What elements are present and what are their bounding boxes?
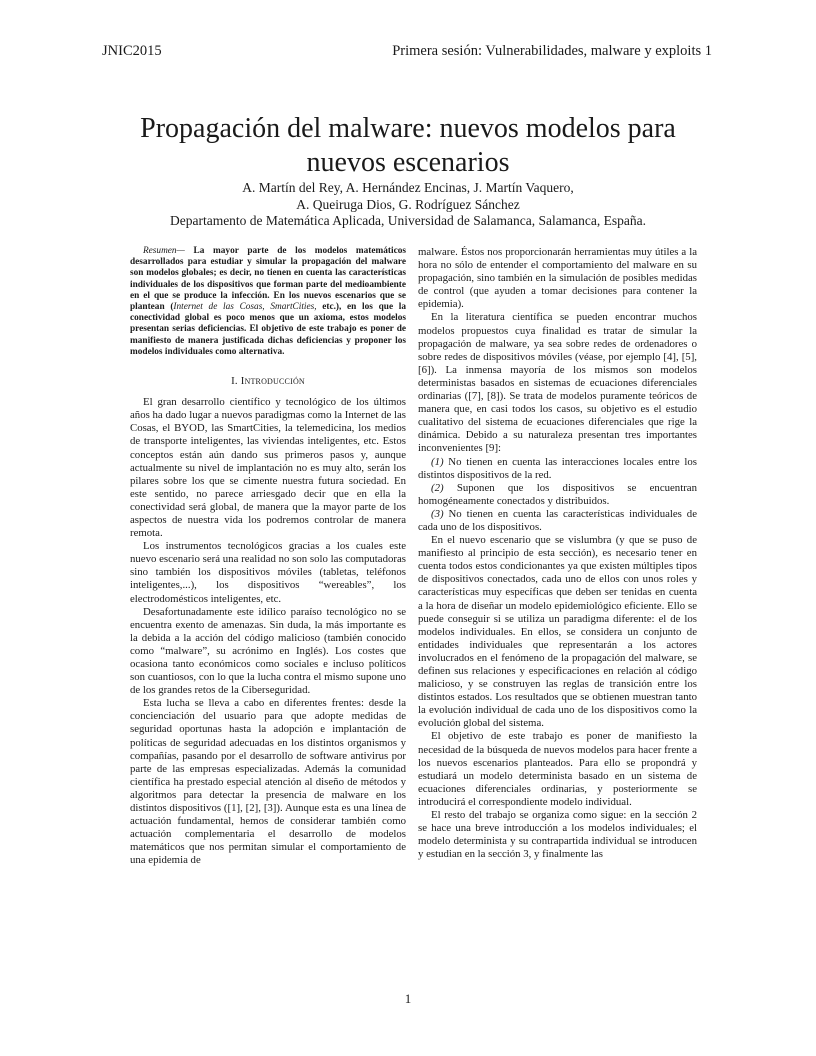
paper-title-line-1: Propagación del malware: nuevos modelos para — [140, 113, 676, 144]
authors-line-2: A. Queiruga Dios, G. Rodríguez Sánchez — [296, 196, 520, 212]
paragraph: Los instrumentos tecnológicos gracias a los cuales este nuevo escenario será una realidad no son solo las computadoras sino también los dispositivos móviles (tabletas, teléfonos inteligentes,...), los dispositivos “wereables”, los electrodomésticos inteligentes, etc. — [130, 540, 406, 605]
abstract-italic: Internet de las Cosas, SmartCities, — [173, 302, 317, 313]
list-item-number: (1) — [431, 455, 444, 468]
author-block — [0, 180, 816, 230]
abstract-text-a: La mayor parte de los modelos matemáticos desarrollados para estudiar y simular la propagación del malware son modelos globales; es decir, no tienen en cuenta las características individuales de los dispositivos que forman parte del medioambiente en el que se produce la infección. En los nuevos escenarios que se plantean ( — [130, 246, 406, 313]
list-item-text: No tienen en cuenta las interacciones locales entre los distintos dispositivos de la red. — [418, 455, 697, 481]
list-item — [418, 456, 697, 482]
list-item-number: (3) — [431, 507, 444, 520]
session-title: Primera sesión: Vulnerabilidades, malware y exploits 1 — [392, 43, 712, 59]
paragraph: En el nuevo escenario que se vislumbra (y que se puso de manifiesto al principio de esta sección), es necesario tener en cuenta todos estos condicionantes ya que existen múltiples tipos de dispositivos conectados, cada uno de ellos con unos roles y características muy específicas que deben ser tenidas en cuenta a la hora de diseñar un modelo epidemiológico eficiente. Ello se puede conseguir si se utiliza un paradigma diferente: el de los modelos individuales. En ellos, se considera un conjunto de entidades individuales que representarán a los actores involucrados en el fenómeno de la propagación del malware, se definen sus relaciones y especificaciones en relación al código malicioso, y se construyen las reglas de transición entre los distintos estados. Los resultados que se obtienen muestran tanto la evolución individual de cada uno de los dispositivos como la evolución global del sistema. — [418, 534, 697, 730]
paragraph: En la literatura científica se pueden encontrar muchos modelos propuestos cuya finalidad es tratar de simular la propagación de malware, ya sea sobre redes de ordenadores o sobre redes de dispositivos móviles (véase, por ejemplo [4], [5], [6]). La inmensa mayoría de los mismos son modelos deterministas basados en sistemas de ecuaciones diferenciales ordinarias ([7], [8]). Se trata de modelos puramente teóricos de manera que, en casi todos los casos, su objetivo es el estudio cualitativo del sistema de ecuaciones diferenciales que rige la dinámica. Debido a su naturaleza presentan tres importantes inconvenientes [9]: — [418, 311, 697, 455]
abstract-label: Resumen— — [143, 246, 185, 256]
abstract — [130, 246, 406, 358]
list-item-text: Suponen que los dispositivos se encuentran homogéneamente conectados y distribuidos. — [418, 481, 697, 507]
conference-name: JNIC2015 — [102, 43, 162, 59]
paragraph: El resto del trabajo se organiza como sigue: en la sección 2 se hace una breve introducción a los modelos individuales; el modelo determinista y su contrapartida individual se introducen y estudian en la sección 3, y finalmente las — [418, 809, 697, 861]
paragraph: El objetivo de este trabajo es poner de manifiesto la necesidad de la búsqueda de nuevos modelos para hacer frente a los nuevos escenarios planteados. Para ello se propondrá y estudiará un modelo determinista basado en un sistema de ecuaciones diferenciales ordinarias, y posteriormente se introducirá el correspondiente modelo individual. — [418, 730, 697, 808]
page-number: 1 — [404, 991, 412, 1006]
paragraph: El gran desarrollo científico y tecnológico de los últimos años ha dado lugar a nuevos paradigmas como la Internet de las Cosas, el BYOD, las SmartCities, la telemedicina, los medios de transporte inteligentes, las viviendas inteligentes, etc. Estos conceptos están aún dando sus primeros pasos y, aunque actualmente su nivel de implantación no es muy alto, serán los pilares sobre los que se cimente nuestra futura sociedad. En este sentido, no parece arriesgado decir que en ella la conectividad será global, de manera que la mayor parte de los aspectos de nuestra vida los podremos controlar de manera remota. — [130, 396, 406, 540]
paper-title-line-2: nuevos escenarios — [306, 147, 510, 178]
abstract-text-b: etc.), en los que la conectividad global es poco menos que un axioma, estos modelos presentan serias deficiencias. El objetivo de este trabajo es poner de manifiesto de manera justificada dichas deficiencias y proponer los modelos individuales como alternativa. — [130, 302, 406, 357]
authors-line-1: A. Martín del Rey, A. Hernández Encinas, J. Martín Vaquero, — [242, 180, 574, 195]
paragraph: Esta lucha se lleva a cabo en diferentes frentes: desde la concienciación del usuario para que adopte medidas de seguridad oportunas hasta la adopción e implantación de políticas de seguridad adecuadas en los distintos organismos y compañías, pasando por el desarrollo de software antivirus por parte de las empresas especializadas. Además la comunidad científica ha prestado especial atención al diseño de métodos y algoritmos para detectar la presencia de malware en los distintos dispositivos ([1], [2], [3]). Aunque esta es una línea de actuación fundamental, hemos de considerar también como actuación complementaria el desarrollo de modelos matemáticos que nos permitan simular el comportamiento de una epidemia de — [130, 697, 406, 867]
paragraph: Desafortunadamente este idílico paraíso tecnológico no se encuentra exento de amenazas. Sin duda, la más importante es la debida a la acción del código malicioso (también conocido como “malware”, su acrónimo en Inglés). Los costes que ocasiona tanto económicos como sociales e incluso políticos son cuantiosos, con lo que la lucha contra el mismo supone uno de los grandes retos de la Ciberseguridad. — [130, 605, 406, 697]
list-item — [418, 482, 697, 508]
section-heading — [130, 375, 406, 388]
section-number: I. — [231, 375, 238, 388]
right-column — [418, 246, 697, 861]
running-header — [102, 43, 712, 60]
paper-title — [0, 112, 816, 180]
section-title: Introducción — [240, 375, 305, 388]
list-item-number: (2) — [431, 481, 444, 494]
list-item-text: No tienen en cuenta las características individuales de cada uno de los dispositivos. — [418, 507, 697, 533]
left-column — [130, 246, 406, 868]
paragraph: malware. Éstos nos proporcionarán herramientas muy útiles a la hora no sólo de entender el comportamiento del malware en su propagación, sino también en la simulación de posibles medidas de control (que ayuden a tomar decisiones para contener la epidemia). — [418, 246, 697, 311]
affiliation: Departamento de Matemática Aplicada, Universidad de Salamanca, Salamanca, España. — [169, 213, 647, 228]
list-item — [418, 508, 697, 534]
